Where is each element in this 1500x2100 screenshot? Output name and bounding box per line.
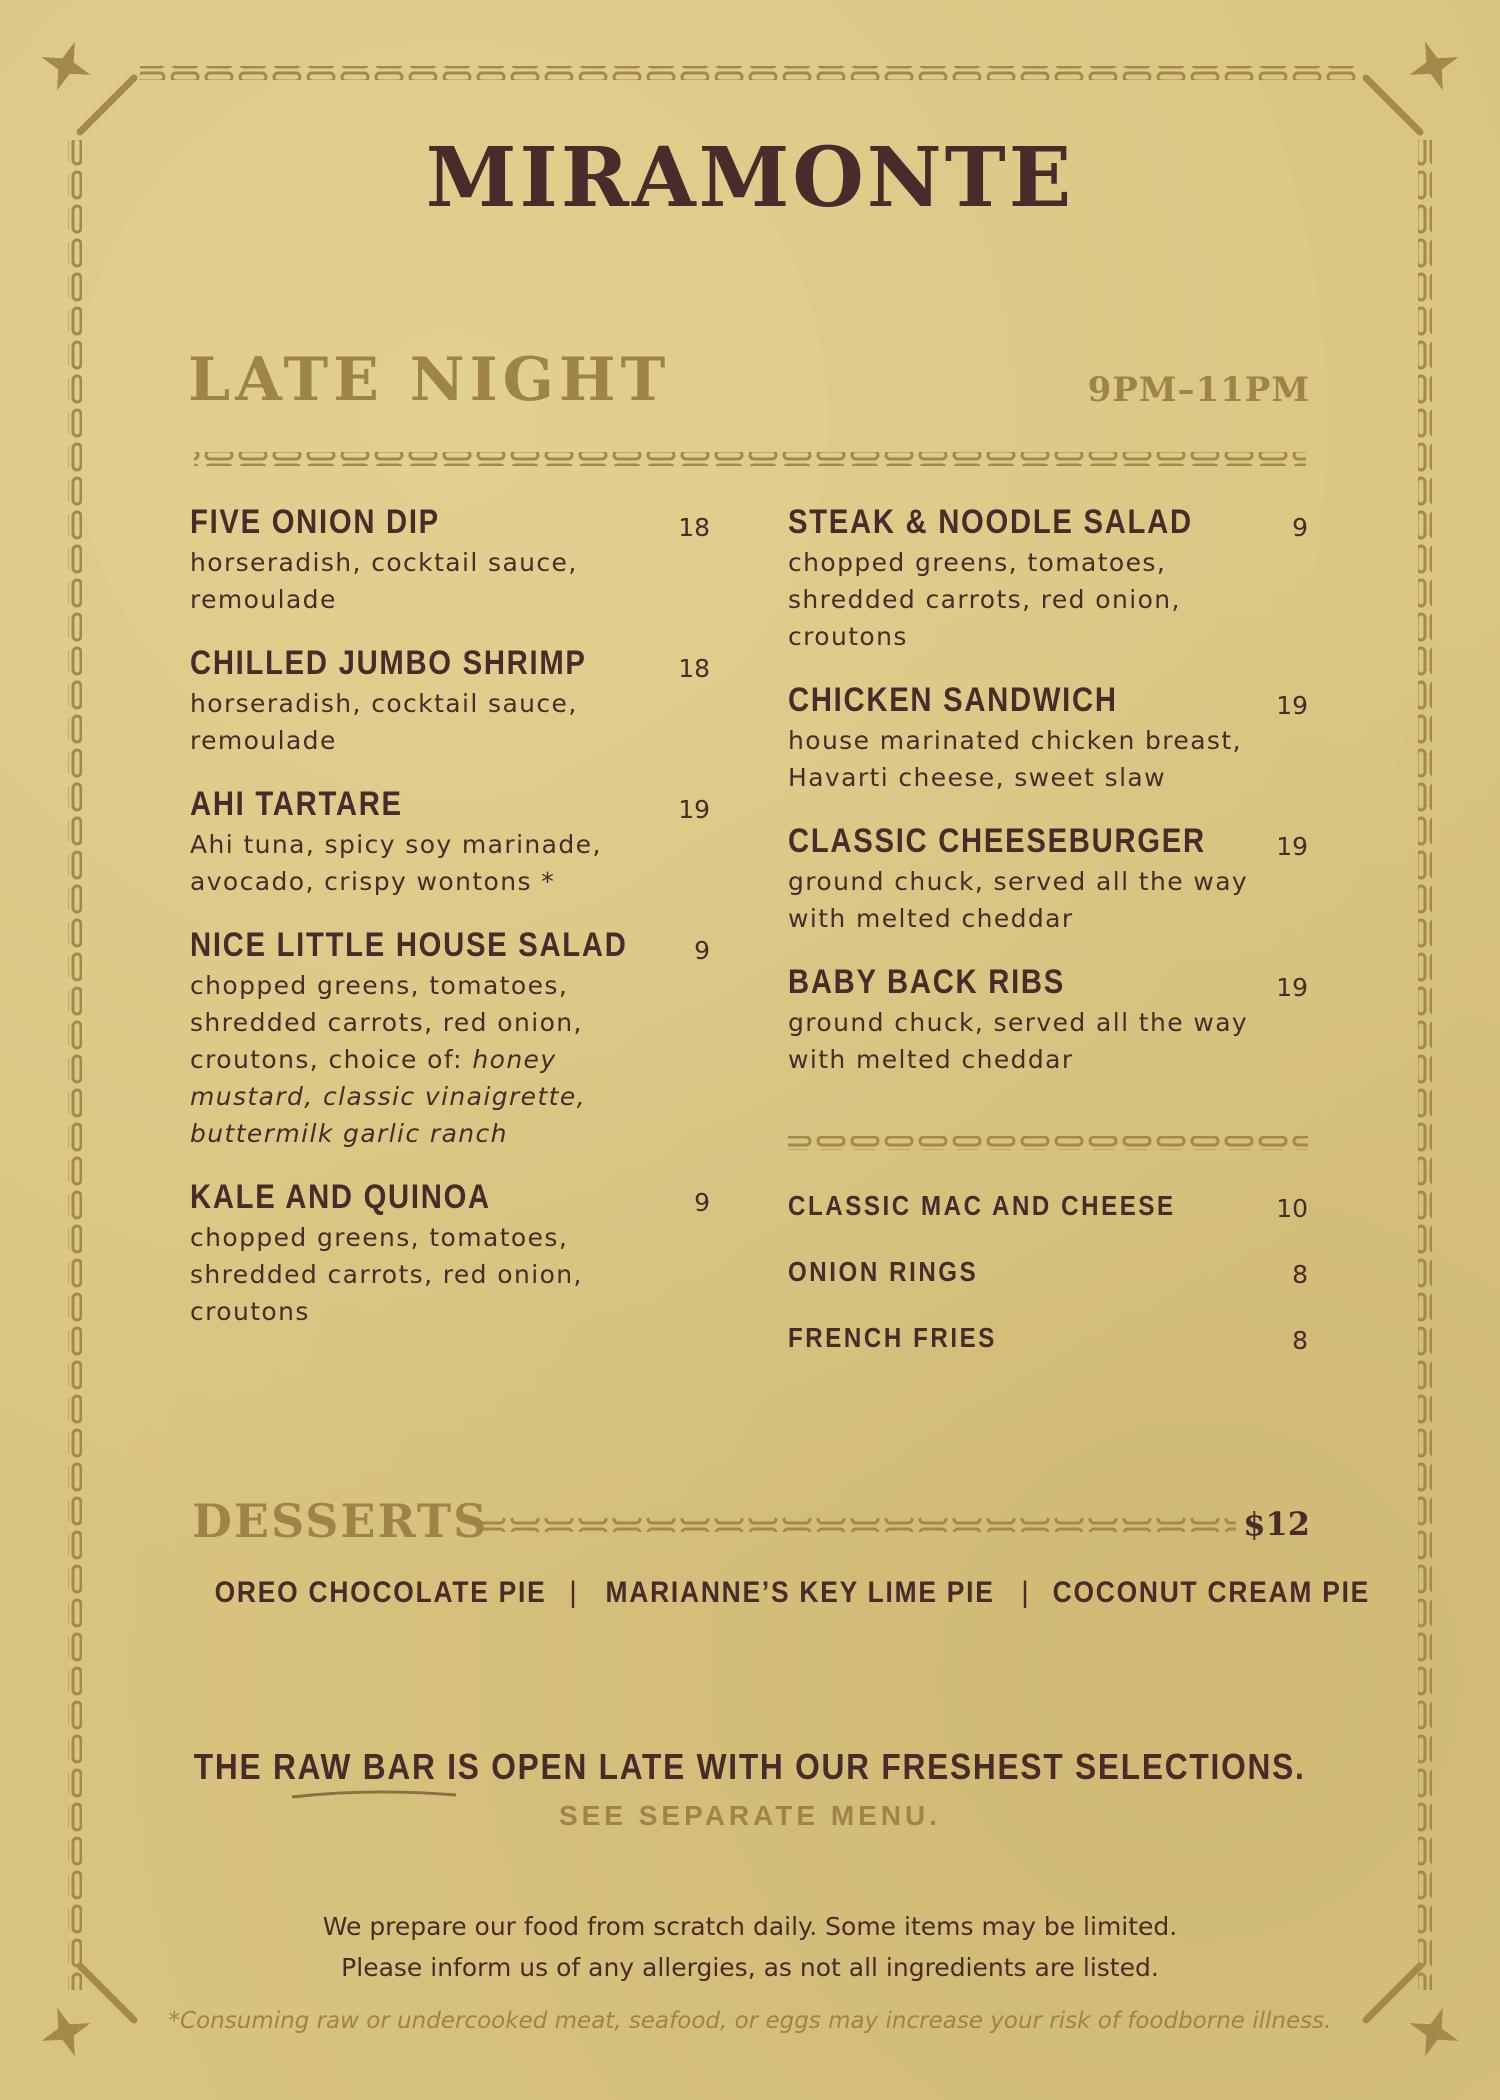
dessert-item: MARIANNE’S KEY LIME PIE (605, 1576, 995, 1609)
item-description: chopped greens, tomatoes, shredded carrots, red onion, croutons (788, 548, 1181, 651)
side-item (788, 1322, 1308, 1388)
menu-item (788, 963, 1308, 1078)
item-name: CLASSIC CHEESEBURGER (788, 822, 1206, 860)
menu-item (190, 785, 710, 900)
item-description: horseradish, cocktail sauce, remoulade (190, 548, 578, 614)
side-name: FRENCH FRIES (788, 1322, 997, 1353)
desserts-price: $12 (1243, 1505, 1310, 1543)
side-item (788, 1256, 1308, 1322)
dressing-options: honey mustard, classic vinaigrette, buttermilk garlic ranch (190, 1045, 586, 1148)
side-price: 10 (1276, 1194, 1308, 1223)
dessert-item: COCONUT CREAM PIE (1052, 1576, 1370, 1609)
sides-list (788, 1190, 1308, 1388)
raw-bar-highlight: RAW BAR (273, 1746, 437, 1787)
item-description-text: chopped greens, tomatoes, shredded carrots, red onion, croutons, choice of: (190, 971, 583, 1074)
item-price: 19 (1276, 973, 1308, 1002)
late-night-divider (194, 452, 1306, 466)
raw-bar-underline (292, 1792, 456, 1797)
side-price: 8 (1292, 1260, 1308, 1289)
menu-item (788, 822, 1308, 937)
item-name: CHILLED JUMBO SHRIMP (190, 644, 587, 682)
frame-chain-top (140, 66, 1360, 80)
desserts-title: DESSERTS (192, 1494, 489, 1548)
item-price: 19 (1276, 691, 1308, 720)
item-name: NICE LITTLE HOUSE SALAD (190, 926, 628, 964)
foodborne-warning: *Consuming raw or undercooked meat, seafood, or eggs may increase your risk of foodborne illness. (168, 2008, 1332, 2034)
item-description: horseradish, cocktail sauce, remoulade (190, 689, 578, 755)
item-name: AHI TARTARE (190, 785, 403, 823)
raw-bar-notice (0, 1746, 1500, 1788)
frame-chain-right (1418, 140, 1432, 1990)
menu-column-right (788, 503, 1308, 1104)
menu-item (190, 1178, 710, 1330)
item-name: STEAK & NOODLE SALAD (788, 503, 1193, 541)
section-hours: 9PM–11PM (1087, 370, 1310, 410)
kitchen-note: We prepare our food from scratch daily. Some items may be limited. (322, 1912, 1178, 1941)
item-description: chopped greens, tomatoes, shredded carrots, red onion, croutons (190, 1223, 583, 1326)
item-name: FIVE ONION DIP (190, 503, 440, 541)
menu-item (190, 503, 710, 618)
raw-bar-prefix: THE (194, 1746, 274, 1787)
item-description: Ahi tuna, spicy soy marinade, avocado, crispy wontons * (190, 830, 602, 896)
see-separate-menu: SEE SEPARATE MENU. (558, 1800, 942, 1831)
frame-chain-left (68, 140, 82, 1990)
item-price: 9 (694, 1188, 710, 1217)
desserts-divider (472, 1518, 1236, 1532)
item-description: house marinated chicken breast, Havarti cheese, sweet slaw (788, 726, 1242, 792)
side-item (788, 1190, 1308, 1256)
item-price: 9 (1292, 513, 1308, 542)
menu-column-left (190, 503, 710, 1356)
item-price: 18 (678, 513, 710, 542)
menu-item (788, 503, 1308, 655)
item-description: ground chuck, served all the way with melted cheddar (788, 867, 1249, 933)
side-name: ONION RINGS (788, 1256, 979, 1287)
raw-bar-suffix: IS OPEN LATE WITH OUR FRESHEST SELECTIONS. (436, 1746, 1306, 1787)
item-description: ground chuck, served all the way with melted cheddar (788, 1008, 1249, 1074)
dessert-item: OREO CHOCOLATE PIE (214, 1576, 547, 1609)
menu-item (190, 644, 710, 759)
side-name: CLASSIC MAC AND CHEESE (788, 1190, 1176, 1221)
dessert-separator: | (1021, 1576, 1031, 1609)
menu-item (190, 926, 710, 1152)
section-title: LATE NIGHT (188, 345, 671, 415)
item-price: 18 (678, 654, 710, 683)
item-price: 19 (1276, 832, 1308, 861)
item-name: KALE AND QUINOA (190, 1178, 491, 1216)
desserts-list (192, 1576, 1370, 1610)
side-price: 8 (1292, 1326, 1308, 1355)
item-price: 9 (694, 936, 710, 965)
item-price: 19 (678, 795, 710, 824)
item-name: CHICKEN SANDWICH (788, 681, 1118, 719)
allergy-note: Please inform us of any allergies, as not all ingredients are listed. (341, 1953, 1159, 1982)
item-name: BABY BACK RIBS (788, 963, 1065, 1001)
dessert-separator: | (569, 1576, 579, 1609)
menu-item (788, 681, 1308, 796)
brand-title: MIRAMONTE (425, 130, 1075, 226)
sides-divider (788, 1136, 1308, 1150)
item-description (190, 967, 670, 1152)
